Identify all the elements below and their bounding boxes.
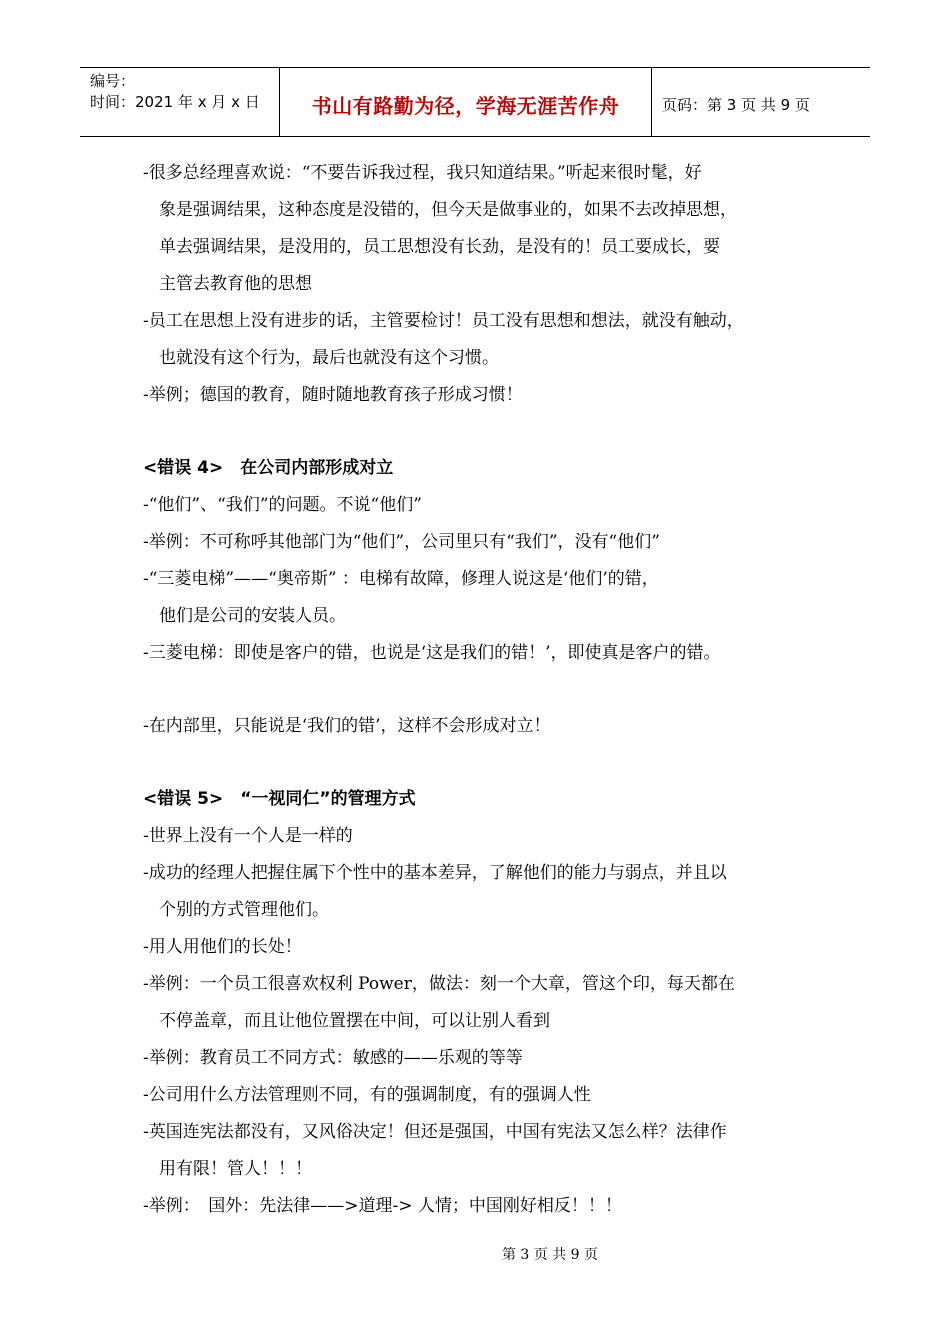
page-header: [80, 67, 870, 137]
paragraph-line: 不停盖章，而且让他位置摆在中间，可以让别人看到: [159, 1011, 550, 1031]
spacer: [143, 672, 833, 708]
document-body: [143, 155, 833, 1225]
paragraph-line: 象是强调结果，这种态度是没错的，但今天是做事业的，如果不去改掉思想，: [159, 200, 737, 220]
paragraph-line: -三菱电梯：即使是客户的错，也说是‘这是我们的错！’，即使真是客户的错。: [143, 643, 721, 663]
paragraph-line: -“他们”、“我们”的问题。不说“他们”: [143, 495, 422, 515]
page-footer: 第 3 页 共 9 页: [501, 1247, 599, 1263]
paragraph-line: -举例： 国外：先法律——>道理-> 人情；中国刚好相反！！！: [143, 1196, 622, 1216]
number-label: 编号：: [90, 72, 136, 90]
paragraph-line: -举例：一个员工很喜欢权利 Power，做法：刻一个大章，管这个印，每天都在: [143, 974, 735, 994]
section-heading-error-5: <错误 5> “一视同仁”的管理方式: [143, 789, 416, 809]
spacer: [143, 414, 833, 450]
paragraph-line: -世界上没有一个人是一样的: [143, 826, 353, 846]
paragraph-line: -在内部里，只能说是‘我们的错’，这样不会形成对立！: [143, 716, 551, 736]
header-page-info: 页码：第 3 页 共 9 页: [662, 95, 810, 114]
paragraph-line: 单去强调结果，是没用的，员工思想没有长劲，是没有的！员工要成长，要: [159, 237, 720, 257]
section-heading-error-4: <错误 4> 在公司内部形成对立: [143, 458, 394, 478]
header-meta: [80, 68, 280, 136]
header-motto-cell: [280, 68, 652, 136]
paragraph-line: -员工在思想上没有进步的话，主管要检讨！员工没有思想和想法，就没有触动，: [143, 311, 744, 331]
paragraph-line: 他们是公司的安装人员。: [159, 606, 346, 626]
paragraph-line: -举例：教育员工不同方式：敏感的——乐观的等等: [143, 1048, 523, 1068]
header-motto: 书山有路勤为径，学海无涯苦作舟: [311, 93, 620, 118]
paragraph-line: -英国连宪法都没有，又风俗决定！但还是强国，中国有宪法又怎么样？法律作: [143, 1122, 727, 1142]
paragraph-line: -“三菱电梯”——“奥帝斯” ：电梯有故障，修理人说这是‘他们’的错，: [143, 569, 659, 589]
paragraph-line: -用人用他们的长处！: [143, 937, 302, 957]
paragraph-line: 用有限！管人！！！: [159, 1159, 312, 1179]
time-label: 时间：2021 年 x 月 x 日: [90, 93, 260, 111]
paragraph-line: 主管去教育他的思想: [159, 274, 312, 294]
paragraph-line: -公司用什么方法管理则不同，有的强调制度，有的强调人性: [143, 1085, 591, 1105]
paragraph-line: -举例：不可称呼其他部门为“他们”，公司里只有“我们”，没有“他们”: [143, 532, 660, 552]
paragraph-line: 也就没有这个行为，最后也就没有这个习惯。: [159, 348, 499, 368]
paragraph-line: -成功的经理人把握住属下个性中的基本差异，了解他们的能力与弱点，并且以: [143, 863, 727, 883]
paragraph-line: -很多总经理喜欢说：“不要告诉我过程，我只知道结果。”听起来很时髦，好: [143, 163, 702, 183]
paragraph-line: 个别的方式管理他们。: [159, 900, 329, 920]
spacer: [143, 745, 833, 781]
paragraph-line: -举例；德国的教育，随时随地教育孩子形成习惯！: [143, 385, 523, 405]
